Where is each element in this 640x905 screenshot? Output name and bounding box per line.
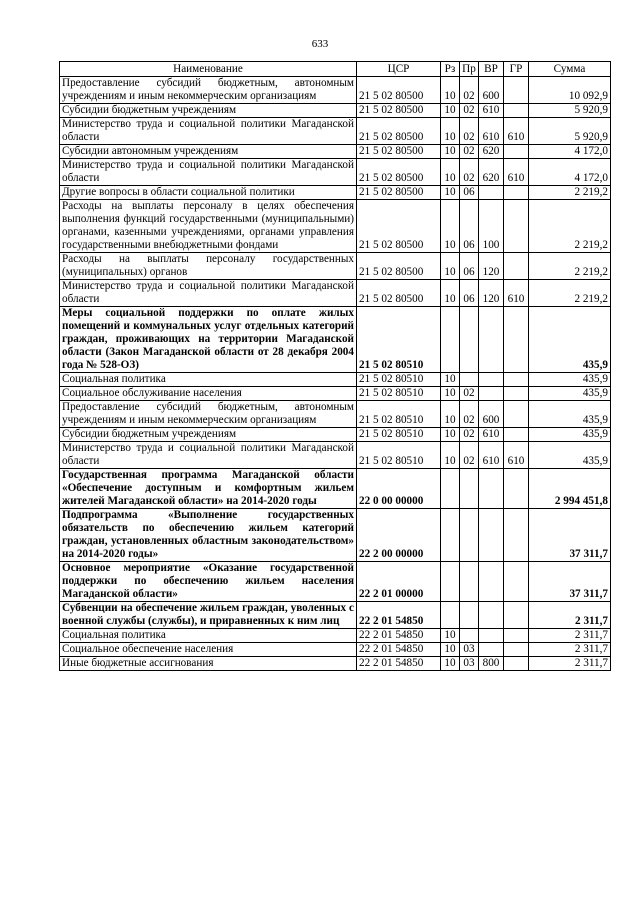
cell-gr <box>504 562 529 602</box>
cell-csr: 22 2 01 54850 <box>357 643 441 657</box>
cell-name: Социальная политика <box>60 373 357 387</box>
cell-gr <box>504 373 529 387</box>
cell-pr: 02 <box>460 442 479 469</box>
cell-name: Другие вопросы в области социальной политики <box>60 186 357 200</box>
cell-pr <box>460 509 479 562</box>
cell-gr <box>504 253 529 280</box>
cell-vr <box>479 186 504 200</box>
cell-sum: 435,9 <box>529 387 611 401</box>
table-row <box>60 280 611 307</box>
cell-name: Субсидии бюджетным учреждениям <box>60 104 357 118</box>
cell-name: Министерство труда и социальной политики Магаданской области <box>60 118 357 145</box>
table-row <box>60 469 611 509</box>
table-row <box>60 77 611 104</box>
cell-name: Подпрограмма «Выполнение государственных обязательств по обеспечению жильем категорий граждан, установленных областным законодательством» на 2014-2020 годы» <box>60 509 357 562</box>
table-row <box>60 657 611 671</box>
cell-csr: 21 5 02 80500 <box>357 118 441 145</box>
header-name: Наименование <box>60 62 357 77</box>
table-row <box>60 373 611 387</box>
cell-sum: 2 219,2 <box>529 253 611 280</box>
cell-name: Министерство труда и социальной политики Магаданской области <box>60 442 357 469</box>
cell-csr: 22 2 01 54850 <box>357 657 441 671</box>
table-row <box>60 307 611 373</box>
cell-pr: 03 <box>460 643 479 657</box>
cell-vr: 100 <box>479 200 504 253</box>
cell-vr: 120 <box>479 280 504 307</box>
cell-vr <box>479 509 504 562</box>
cell-rz: 10 <box>441 145 460 159</box>
cell-vr: 600 <box>479 77 504 104</box>
table-row <box>60 401 611 428</box>
cell-rz <box>441 602 460 629</box>
cell-name: Субсидии бюджетным учреждениям <box>60 428 357 442</box>
cell-gr <box>504 509 529 562</box>
cell-csr: 21 5 02 80500 <box>357 145 441 159</box>
cell-vr <box>479 307 504 373</box>
table-row <box>60 253 611 280</box>
cell-sum: 10 092,9 <box>529 77 611 104</box>
cell-pr: 02 <box>460 104 479 118</box>
table-row <box>60 602 611 629</box>
header-sum: Сумма <box>529 62 611 77</box>
cell-gr <box>504 657 529 671</box>
cell-sum: 2 219,2 <box>529 200 611 253</box>
cell-vr: 620 <box>479 159 504 186</box>
cell-name: Расходы на выплаты персоналу государственных (муниципальных) органов <box>60 253 357 280</box>
table-row <box>60 442 611 469</box>
cell-sum: 2 994 451,8 <box>529 469 611 509</box>
cell-gr <box>504 307 529 373</box>
cell-pr: 02 <box>460 401 479 428</box>
table-row <box>60 118 611 145</box>
cell-pr: 02 <box>460 159 479 186</box>
cell-rz: 10 <box>441 280 460 307</box>
cell-csr: 21 5 02 80500 <box>357 77 441 104</box>
cell-csr: 21 5 02 80510 <box>357 387 441 401</box>
cell-csr: 21 5 02 80510 <box>357 401 441 428</box>
cell-csr: 21 5 02 80510 <box>357 442 441 469</box>
cell-name: Социальное обслуживание населения <box>60 387 357 401</box>
table-row <box>60 509 611 562</box>
cell-pr: 03 <box>460 657 479 671</box>
cell-sum: 435,9 <box>529 428 611 442</box>
cell-vr <box>479 469 504 509</box>
cell-csr: 21 5 02 80500 <box>357 280 441 307</box>
cell-csr: 21 5 02 80510 <box>357 307 441 373</box>
cell-pr <box>460 307 479 373</box>
cell-vr: 610 <box>479 118 504 145</box>
cell-pr: 02 <box>460 77 479 104</box>
cell-csr: 22 2 01 54850 <box>357 602 441 629</box>
cell-sum: 4 172,0 <box>529 145 611 159</box>
cell-rz <box>441 469 460 509</box>
cell-sum: 2 219,2 <box>529 280 611 307</box>
cell-pr <box>460 469 479 509</box>
cell-pr: 02 <box>460 428 479 442</box>
cell-csr: 21 5 02 80510 <box>357 428 441 442</box>
cell-vr: 120 <box>479 253 504 280</box>
cell-pr: 06 <box>460 200 479 253</box>
cell-csr: 22 0 00 00000 <box>357 469 441 509</box>
cell-vr <box>479 643 504 657</box>
cell-vr: 620 <box>479 145 504 159</box>
table-row <box>60 428 611 442</box>
header-rz: Рз <box>441 62 460 77</box>
cell-csr: 22 2 01 54850 <box>357 629 441 643</box>
cell-csr: 21 5 02 80510 <box>357 373 441 387</box>
table-row <box>60 186 611 200</box>
cell-sum: 37 311,7 <box>529 509 611 562</box>
cell-csr: 21 5 02 80500 <box>357 159 441 186</box>
cell-name: Социальное обеспечение населения <box>60 643 357 657</box>
cell-pr: 02 <box>460 145 479 159</box>
table-row <box>60 145 611 159</box>
cell-pr: 06 <box>460 280 479 307</box>
cell-name: Меры социальной поддержки по оплате жилых помещений и коммунальных услуг отдельных категорий граждан, проживающих на территории Магаданской области (Закон Магаданской области от 28 декабря 2004 года № 528-ОЗ) <box>60 307 357 373</box>
cell-sum: 435,9 <box>529 442 611 469</box>
cell-vr: 800 <box>479 657 504 671</box>
cell-gr <box>504 602 529 629</box>
cell-sum: 37 311,7 <box>529 562 611 602</box>
cell-name: Министерство труда и социальной политики Магаданской области <box>60 280 357 307</box>
cell-name: Социальная политика <box>60 629 357 643</box>
cell-vr: 610 <box>479 428 504 442</box>
cell-sum: 435,9 <box>529 373 611 387</box>
cell-rz: 10 <box>441 373 460 387</box>
page-number: 633 <box>311 38 329 50</box>
cell-name: Государственная программа Магаданской области «Обеспечение доступным и комфортным жильем жителей Магаданской области» на 2014-2020 годы <box>60 469 357 509</box>
cell-vr: 610 <box>479 104 504 118</box>
cell-gr: 610 <box>504 118 529 145</box>
cell-vr: 610 <box>479 442 504 469</box>
cell-name: Субвенции на обеспечение жильем граждан, уволенных с военной службы (службы), и приравненных к ним лиц <box>60 602 357 629</box>
cell-csr: 21 5 02 80500 <box>357 200 441 253</box>
cell-name: Предоставление субсидий бюджетным, автономным учреждениям и иным некоммерческим организациям <box>60 77 357 104</box>
cell-rz: 10 <box>441 104 460 118</box>
cell-pr: 02 <box>460 118 479 145</box>
header-vr: ВР <box>479 62 504 77</box>
cell-sum: 5 920,9 <box>529 104 611 118</box>
table-row <box>60 629 611 643</box>
cell-name: Иные бюджетные ассигнования <box>60 657 357 671</box>
cell-sum: 2 311,7 <box>529 643 611 657</box>
cell-pr <box>460 373 479 387</box>
cell-vr <box>479 373 504 387</box>
cell-gr <box>504 77 529 104</box>
cell-gr <box>504 401 529 428</box>
cell-name: Расходы на выплаты персоналу в целях обеспечения выполнения функций государственными (муниципальными) органами, казенными учреждениями, органами управления государственными внебюджетными фондами <box>60 200 357 253</box>
cell-rz: 10 <box>441 118 460 145</box>
table-row <box>60 387 611 401</box>
cell-rz: 10 <box>441 200 460 253</box>
cell-rz: 10 <box>441 77 460 104</box>
cell-pr <box>460 602 479 629</box>
cell-pr: 06 <box>460 253 479 280</box>
cell-gr: 610 <box>504 280 529 307</box>
cell-vr: 600 <box>479 401 504 428</box>
cell-rz: 10 <box>441 629 460 643</box>
cell-gr <box>504 387 529 401</box>
cell-rz: 10 <box>441 657 460 671</box>
cell-gr: 610 <box>504 442 529 469</box>
cell-csr: 22 2 00 00000 <box>357 509 441 562</box>
header-gr: ГР <box>504 62 529 77</box>
cell-gr <box>504 145 529 159</box>
cell-rz <box>441 509 460 562</box>
cell-name: Министерство труда и социальной политики Магаданской области <box>60 159 357 186</box>
cell-rz <box>441 307 460 373</box>
cell-vr <box>479 602 504 629</box>
cell-sum: 435,9 <box>529 307 611 373</box>
budget-table <box>59 61 611 671</box>
cell-pr: 06 <box>460 186 479 200</box>
cell-gr <box>504 186 529 200</box>
table-row <box>60 200 611 253</box>
cell-rz: 10 <box>441 428 460 442</box>
header-pr: Пр <box>460 62 479 77</box>
cell-vr <box>479 562 504 602</box>
cell-sum: 2 219,2 <box>529 186 611 200</box>
cell-pr <box>460 629 479 643</box>
table-body <box>60 77 611 671</box>
cell-gr: 610 <box>504 159 529 186</box>
header-csr: ЦСР <box>357 62 441 77</box>
cell-rz: 10 <box>441 159 460 186</box>
cell-csr: 21 5 02 80500 <box>357 186 441 200</box>
cell-sum: 5 920,9 <box>529 118 611 145</box>
cell-rz: 10 <box>441 643 460 657</box>
cell-rz: 10 <box>441 387 460 401</box>
cell-sum: 2 311,7 <box>529 629 611 643</box>
cell-csr: 21 5 02 80500 <box>357 253 441 280</box>
cell-csr: 22 2 01 00000 <box>357 562 441 602</box>
cell-rz: 10 <box>441 401 460 428</box>
cell-pr: 02 <box>460 387 479 401</box>
table-row <box>60 643 611 657</box>
cell-csr: 21 5 02 80500 <box>357 104 441 118</box>
cell-rz <box>441 562 460 602</box>
cell-rz: 10 <box>441 186 460 200</box>
cell-gr <box>504 200 529 253</box>
cell-gr <box>504 629 529 643</box>
cell-rz: 10 <box>441 442 460 469</box>
cell-sum: 435,9 <box>529 401 611 428</box>
table-header-row <box>60 62 611 77</box>
cell-rz: 10 <box>441 253 460 280</box>
cell-sum: 2 311,7 <box>529 657 611 671</box>
cell-sum: 2 311,7 <box>529 602 611 629</box>
cell-sum: 4 172,0 <box>529 159 611 186</box>
cell-name: Субсидии автономным учреждениям <box>60 145 357 159</box>
cell-vr <box>479 629 504 643</box>
table-row <box>60 562 611 602</box>
table-row <box>60 159 611 186</box>
cell-gr <box>504 104 529 118</box>
cell-gr <box>504 469 529 509</box>
cell-gr <box>504 428 529 442</box>
cell-name: Основное мероприятие «Оказание государственной поддержки по обеспечению жильем населения Магаданской области» <box>60 562 357 602</box>
cell-pr <box>460 562 479 602</box>
cell-name: Предоставление субсидий бюджетным, автономным учреждениям и иным некоммерческим организациям <box>60 401 357 428</box>
cell-gr <box>504 643 529 657</box>
table-row <box>60 104 611 118</box>
cell-vr <box>479 387 504 401</box>
